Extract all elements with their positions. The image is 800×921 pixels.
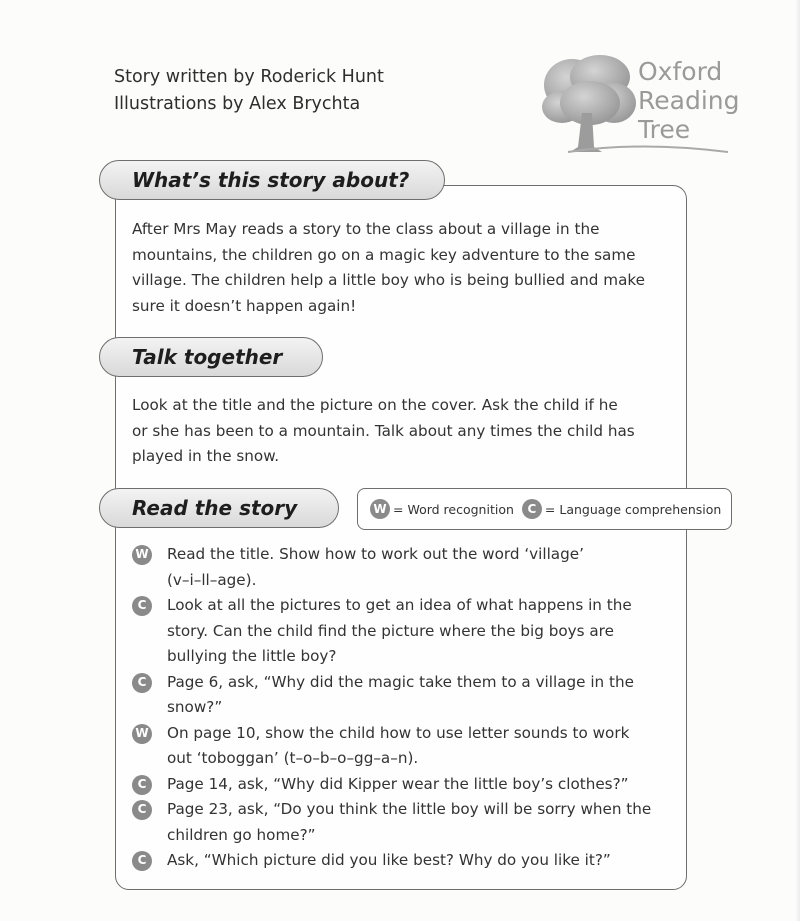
tip-line: snow?” (167, 698, 223, 716)
tip-item (132, 797, 682, 848)
key-word-recognition (370, 499, 514, 519)
tip-item (132, 721, 682, 772)
about-line: sure it doesn’t happen again! (132, 296, 357, 315)
tip-line: Ask, “Which picture did you like best? Why do you like it?” (167, 851, 611, 869)
tip-line: Look at all the pictures to get an idea of what happens in the (167, 596, 632, 614)
c-badge-icon: C (132, 851, 152, 871)
about-line: After Mrs May reads a story to the class about a village in the (132, 220, 600, 238)
illustrator-credit: Illustrations by Alex Brychta (114, 94, 361, 114)
key-w-label: = Word recognition (393, 501, 514, 517)
tip-line: (v–i–ll–age). (167, 570, 257, 589)
c-badge-icon: C (522, 499, 542, 519)
logo-wordmark (638, 57, 739, 144)
tip-item (132, 772, 682, 798)
tip-line: children go home?” (167, 825, 316, 844)
talk-paragraph (132, 393, 672, 470)
c-badge-icon: C (132, 596, 152, 616)
badge-key (357, 488, 732, 530)
key-c-label: = Language comprehension (544, 501, 722, 517)
w-badge-icon: W (132, 724, 152, 744)
tip-line: out ‘toboggan’ (t–o–b–o–gg–a–n). (167, 749, 419, 767)
read-heading: Read the story (99, 488, 339, 528)
tip-line: On page 10, show the child how to use letter sounds to work (167, 723, 630, 742)
tip-line: bullying the little boy? (167, 647, 337, 665)
about-line: village. The children help a little boy who is being bullied and make (132, 271, 645, 289)
reading-tips-list (132, 542, 682, 874)
about-heading: What’s this story about? (99, 160, 445, 200)
c-badge-icon: C (132, 775, 152, 795)
tip-item (132, 542, 682, 593)
about-line: mountains, the children go on a magic key adventure to the same (132, 245, 636, 264)
tip-line: Page 6, ask, “Why did the magic take them to a village in the (167, 672, 634, 691)
w-badge-icon: W (370, 499, 390, 519)
talk-line: or she has been to a mountain. Talk about any times the child has (132, 421, 635, 440)
talk-heading: Talk together (99, 337, 323, 377)
logo-line-2: Reading (638, 86, 740, 115)
key-language-comprehension (522, 499, 721, 519)
tip-item (132, 670, 682, 721)
tip-line: Page 23, ask, “Do you think the little boy will be sorry when the (167, 800, 652, 818)
author-credit: Story written by Roderick Hunt (114, 67, 384, 87)
tip-item (132, 848, 682, 874)
logo-line-1: Oxford (638, 57, 723, 86)
tip-line: story. Can the child find the picture where the big boys are (167, 621, 614, 640)
c-badge-icon: C (132, 800, 152, 820)
c-badge-icon: C (132, 673, 152, 693)
tip-line: Page 14, ask, “Why did Kipper wear the little boy’s clothes?” (167, 774, 629, 793)
talk-line: played in the snow. (132, 447, 280, 465)
about-paragraph (132, 217, 672, 319)
credits (114, 64, 384, 118)
tip-item (132, 593, 682, 670)
talk-line: Look at the title and the picture on the cover. Ask the child if he (132, 396, 618, 414)
oxford-reading-tree-logo (540, 55, 740, 165)
w-badge-icon: W (132, 545, 152, 565)
page-edge (794, 0, 800, 921)
tip-line: Read the title. Show how to work out the word ‘village’ (167, 545, 584, 563)
logo-line-3: Tree (638, 115, 691, 144)
